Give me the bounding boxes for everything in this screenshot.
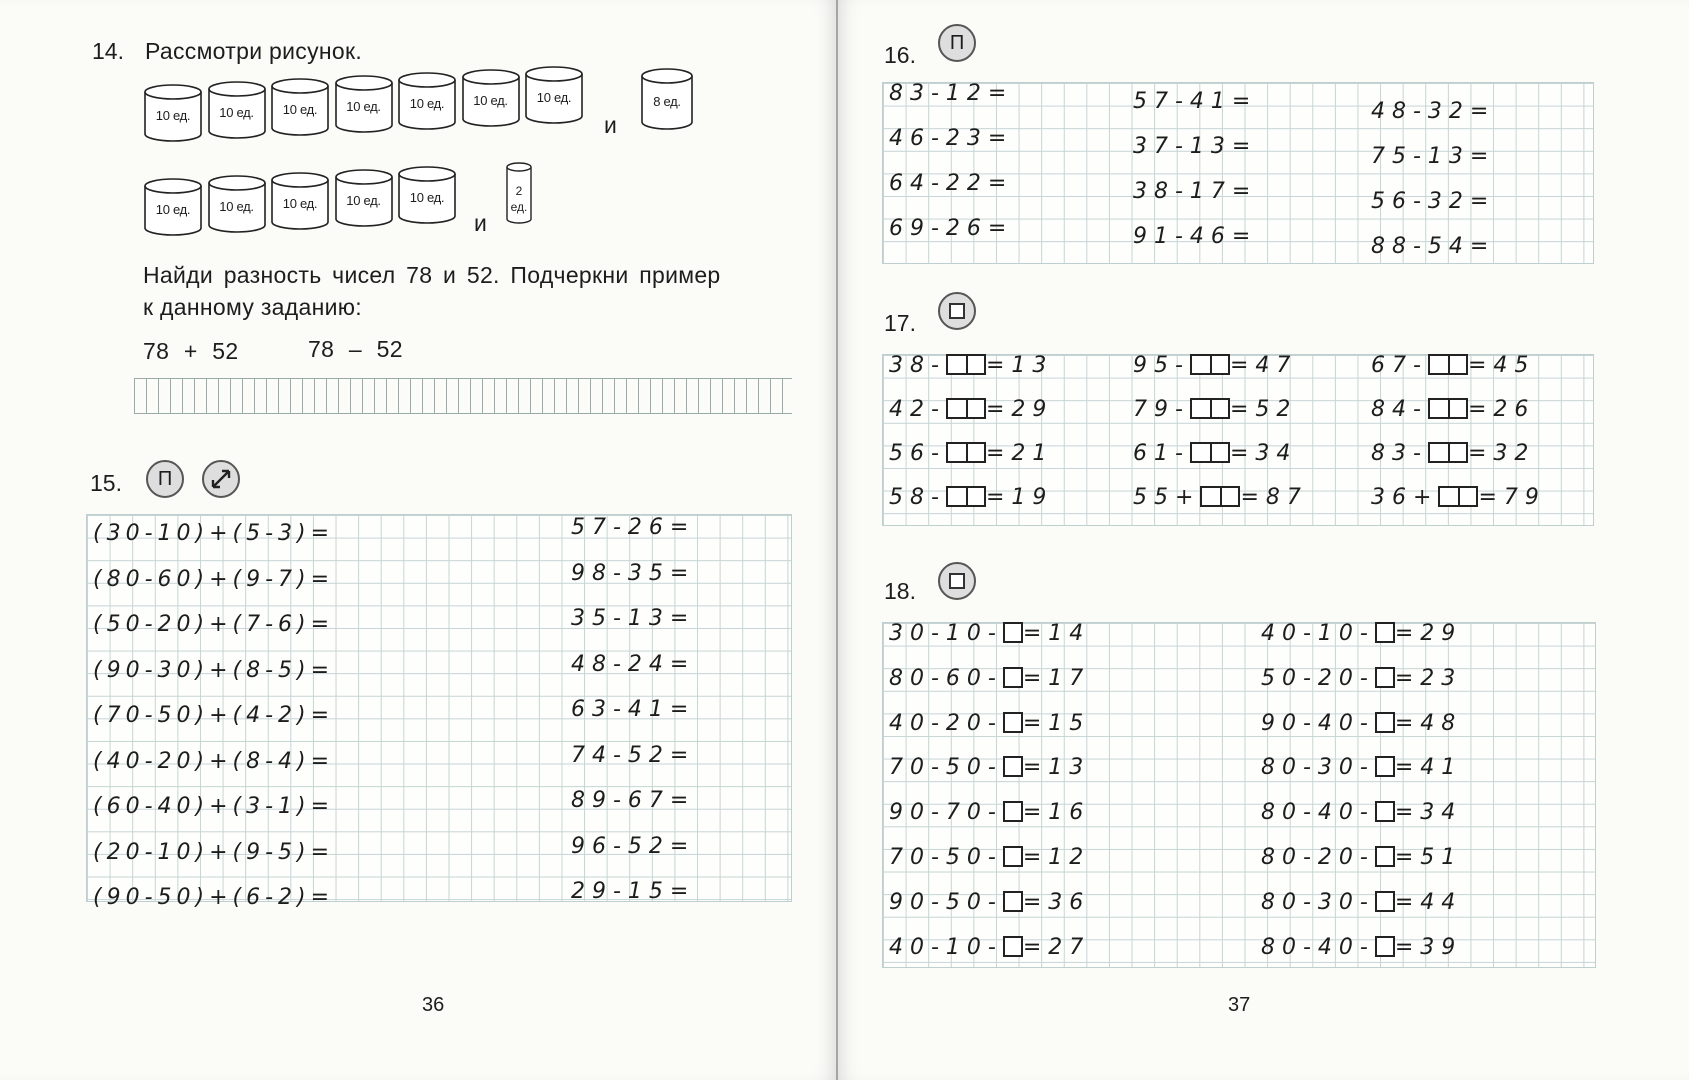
subtraction-expression: 37-13= — [1133, 134, 1258, 159]
task-14-answer-line[interactable] — [134, 378, 792, 414]
can-10-units — [208, 81, 266, 139]
task-14-option-difference[interactable]: 78 – 52 — [308, 336, 403, 362]
answer-box[interactable] — [1375, 667, 1395, 688]
equation-right: =41 — [1394, 755, 1463, 781]
answer-box[interactable] — [1003, 891, 1023, 912]
answer-box[interactable] — [1003, 756, 1023, 777]
missing-number-equation — [889, 711, 1090, 736]
equation-left: 70-50- — [889, 755, 1003, 781]
expression-left: (60-40)+(3-1)= — [93, 794, 335, 819]
missing-number-equation — [889, 441, 1053, 466]
expression-left: (70-50)+(4-2)= — [93, 703, 335, 728]
equation-left: 40-10- — [1261, 621, 1375, 646]
equation-left: 80-40- — [1261, 934, 1375, 960]
can-10-units — [398, 72, 456, 130]
expression-left: (40-20)+(8-4)= — [93, 748, 335, 774]
equation-left: 42- — [889, 397, 946, 422]
missing-number-equation — [1371, 441, 1535, 466]
equation-right: =14 — [1022, 621, 1091, 646]
equation-right: =29 — [985, 397, 1054, 422]
answer-box[interactable] — [1375, 622, 1395, 643]
missing-number-equation — [1261, 621, 1462, 646]
answer-box[interactable] — [1003, 936, 1023, 957]
answer-box[interactable] — [1375, 891, 1395, 912]
missing-number-equation — [1133, 485, 1308, 510]
can-8-units: 8 ед. — [638, 68, 696, 130]
answer-box[interactable] — [1003, 846, 1023, 867]
task-16-pair-icon: П — [938, 24, 976, 62]
arrows-icon — [202, 460, 240, 498]
equation-left: 95- — [1133, 353, 1190, 378]
missing-number-equation — [1261, 935, 1462, 960]
can-label: 10 ед. — [346, 193, 381, 208]
missing-number-equation — [889, 666, 1090, 691]
answer-box[interactable] — [946, 486, 986, 507]
answer-box[interactable] — [1003, 622, 1023, 643]
answer-box[interactable] — [1428, 398, 1468, 419]
can-10-units — [144, 178, 202, 236]
missing-number-equation — [889, 485, 1053, 510]
task-14-and-2: и — [474, 210, 488, 236]
can-label: 10 ед. — [219, 199, 254, 214]
equation-right: =29 — [1394, 621, 1463, 646]
expression-right: 48-24= — [571, 651, 696, 677]
equation-right: =26 — [1467, 397, 1536, 422]
answer-box[interactable] — [946, 354, 986, 375]
can-label: 10 ед. — [155, 108, 191, 123]
can-10-units — [271, 172, 329, 230]
can-label: 10 ед. — [282, 102, 318, 117]
equation-left: 67- — [1371, 353, 1428, 378]
equation-left: 80-20- — [1261, 845, 1375, 870]
missing-number-equation — [1371, 485, 1546, 510]
missing-number-equation — [1133, 441, 1297, 466]
expression-left: (90-50)+(6-2)= — [93, 885, 335, 910]
equation-left: 80-30- — [1261, 755, 1375, 781]
can-label: 10 ед. — [346, 99, 381, 114]
expression-right: 96-52= — [571, 833, 696, 859]
subtraction-expression: 88-54= — [1371, 234, 1496, 259]
equation-right: =36 — [1022, 889, 1091, 915]
expression-right: 35-13= — [571, 606, 696, 631]
equation-right: =19 — [985, 485, 1054, 510]
equation-right: =32 — [1467, 441, 1536, 466]
answer-box[interactable] — [1438, 486, 1478, 507]
expression-right: 89-67= — [571, 788, 696, 813]
answer-box[interactable] — [1190, 442, 1230, 463]
equation-left: 79- — [1133, 397, 1190, 422]
equation-left: 80-40- — [1261, 800, 1375, 826]
can-10-units — [144, 84, 202, 142]
equation-right: =45 — [1467, 353, 1536, 378]
subtraction-expression: 46-23= — [889, 126, 1014, 151]
expression-right: 74-52= — [571, 742, 696, 768]
equation-right: =34 — [1229, 441, 1298, 466]
answer-box[interactable] — [1428, 354, 1468, 375]
can-2-units: 2 ед. — [506, 162, 532, 224]
equation-right: =48 — [1394, 710, 1463, 736]
task-15-pair-icon: П — [146, 460, 184, 498]
equation-left: 80-30- — [1261, 889, 1375, 915]
expression-left: (90-30)+(8-5)= — [93, 657, 335, 683]
square-icon — [938, 562, 976, 600]
subtraction-expression: 64-22= — [889, 171, 1014, 196]
missing-number-equation — [889, 755, 1090, 780]
task-14-question-line-2: к данному заданию: — [143, 294, 362, 320]
answer-box[interactable] — [1003, 667, 1023, 688]
answer-box[interactable] — [1375, 801, 1395, 822]
missing-number-equation — [1261, 845, 1462, 870]
can-label: 10 ед. — [282, 196, 318, 211]
equation-right: =34 — [1394, 800, 1463, 826]
task-16-grid — [882, 82, 1594, 264]
missing-number-equation — [889, 890, 1090, 915]
task-14-number: 14. — [92, 38, 124, 64]
can-10-units — [398, 166, 456, 224]
missing-number-equation — [1261, 890, 1462, 915]
task-16-number: 16. — [884, 42, 916, 68]
subtraction-expression: 83-12= — [889, 81, 1014, 106]
can-10-units — [335, 169, 393, 227]
equation-right: =52 — [1229, 397, 1298, 422]
equation-right: =13 — [1022, 755, 1091, 781]
missing-number-equation — [1133, 353, 1297, 378]
answer-box[interactable] — [946, 442, 986, 463]
task-17-grid — [882, 354, 1594, 526]
can-10-units — [335, 75, 393, 133]
missing-number-equation — [889, 397, 1053, 422]
equation-right: =12 — [1022, 845, 1091, 870]
equation-right: =27 — [1022, 934, 1091, 960]
expression-right: 98-35= — [571, 560, 696, 586]
missing-number-equation — [1261, 711, 1462, 736]
missing-number-equation — [889, 935, 1090, 960]
missing-number-equation — [889, 353, 1053, 378]
answer-box[interactable] — [1190, 398, 1230, 419]
subtraction-expression: 69-26= — [889, 216, 1014, 241]
equation-left: 50-20- — [1261, 665, 1375, 691]
can-10-units — [525, 66, 583, 124]
can-10-units — [462, 69, 520, 127]
answer-box[interactable] — [1003, 712, 1023, 733]
missing-number-equation — [1261, 755, 1462, 780]
task-15-grid — [86, 514, 792, 910]
task-14-question-line-1: Найди разность чисел 78 и 52. Подчеркни пример — [143, 262, 721, 288]
answer-box[interactable] — [1003, 801, 1023, 822]
subtraction-expression: 75-13= — [1371, 144, 1496, 169]
equation-left: 55+ — [1133, 485, 1201, 510]
subtraction-expression: 38-17= — [1133, 179, 1258, 204]
equation-right: =15 — [1022, 710, 1091, 736]
equation-left: 70-50- — [889, 845, 1003, 870]
equation-left: 83- — [1371, 441, 1428, 466]
equation-right: =47 — [1229, 353, 1298, 378]
subtraction-expression: 57-41= — [1133, 89, 1258, 114]
equation-left: 90-40- — [1261, 710, 1375, 736]
equation-right: =39 — [1394, 934, 1463, 960]
right-page — [838, 0, 1689, 1080]
missing-number-equation — [1133, 397, 1297, 422]
equation-left: 80-60- — [889, 665, 1003, 691]
task-14-and-1: и — [604, 112, 618, 138]
equation-left: 40-10- — [889, 934, 1003, 960]
equation-right: =16 — [1022, 800, 1091, 826]
can-label: 10 ед. — [219, 105, 254, 120]
expression-right: 63-41= — [571, 697, 696, 722]
equation-right: =87 — [1240, 485, 1308, 510]
answer-box[interactable] — [1375, 936, 1395, 957]
expression-left: (30-10)+(5-3)= — [93, 521, 335, 546]
answer-box[interactable] — [1375, 756, 1395, 777]
expression-left: (50-20)+(7-6)= — [93, 612, 335, 637]
answer-box[interactable] — [1428, 442, 1468, 463]
answer-box[interactable] — [1190, 354, 1230, 375]
subtraction-expression: 56-32= — [1371, 189, 1496, 214]
can-label: 10 ед. — [409, 190, 445, 205]
missing-number-equation — [1371, 397, 1535, 422]
can-10-units — [208, 175, 266, 233]
equation-right: =23 — [1394, 665, 1463, 691]
answer-box[interactable] — [946, 398, 986, 419]
missing-number-equation — [1371, 353, 1535, 378]
task-14-option-sum[interactable]: 78 + 52 — [143, 338, 239, 364]
expression-right: 29-15= — [571, 879, 696, 904]
missing-number-equation — [889, 800, 1090, 825]
equation-left: 90-70- — [889, 800, 1003, 826]
task-15-number: 15. — [90, 470, 122, 496]
equation-right: =21 — [985, 441, 1054, 466]
can-label: 10 ед. — [409, 96, 445, 111]
left-page — [0, 0, 836, 1080]
equation-left: 40-20- — [889, 710, 1003, 736]
answer-box[interactable] — [1375, 712, 1395, 733]
page-number-right: 37 — [1228, 994, 1251, 1016]
equation-left: 38- — [889, 353, 946, 378]
equation-right: =44 — [1394, 889, 1463, 915]
task-18-number: 18. — [884, 578, 916, 604]
missing-number-equation — [1261, 666, 1462, 691]
page-number-left: 36 — [422, 994, 445, 1016]
missing-number-equation — [1261, 800, 1462, 825]
can-label: 10 ед. — [473, 93, 508, 108]
expression-left: (20-10)+(9-5)= — [93, 839, 335, 865]
task-14-title: Рассмотри рисунок. — [145, 38, 363, 64]
subtraction-expression: 91-46= — [1133, 224, 1258, 249]
expression-right: 57-26= — [571, 515, 696, 540]
equation-right: =13 — [985, 353, 1054, 378]
equation-left: 84- — [1371, 397, 1428, 422]
equation-right: =51 — [1394, 845, 1463, 870]
equation-right: =17 — [1022, 665, 1091, 691]
can-10-units — [271, 78, 329, 136]
equation-left: 36+ — [1371, 485, 1439, 510]
can-label: 10 ед. — [536, 90, 572, 105]
answer-box[interactable] — [1375, 846, 1395, 867]
task-18-grid — [882, 622, 1596, 968]
equation-right: =79 — [1478, 485, 1546, 510]
expression-left: (80-60)+(9-7)= — [93, 566, 335, 592]
equation-left: 56- — [889, 441, 946, 466]
task-17-number: 17. — [884, 310, 916, 336]
missing-number-equation — [889, 845, 1090, 870]
equation-left: 90-50- — [889, 889, 1003, 915]
equation-left: 30-10- — [889, 621, 1003, 646]
equation-left: 58- — [889, 485, 946, 510]
can-label: 10 ед. — [155, 202, 191, 217]
equation-left: 61- — [1133, 441, 1190, 466]
square-icon — [938, 292, 976, 330]
answer-box[interactable] — [1200, 486, 1240, 507]
missing-number-equation — [889, 621, 1090, 646]
subtraction-expression: 48-32= — [1371, 99, 1496, 124]
